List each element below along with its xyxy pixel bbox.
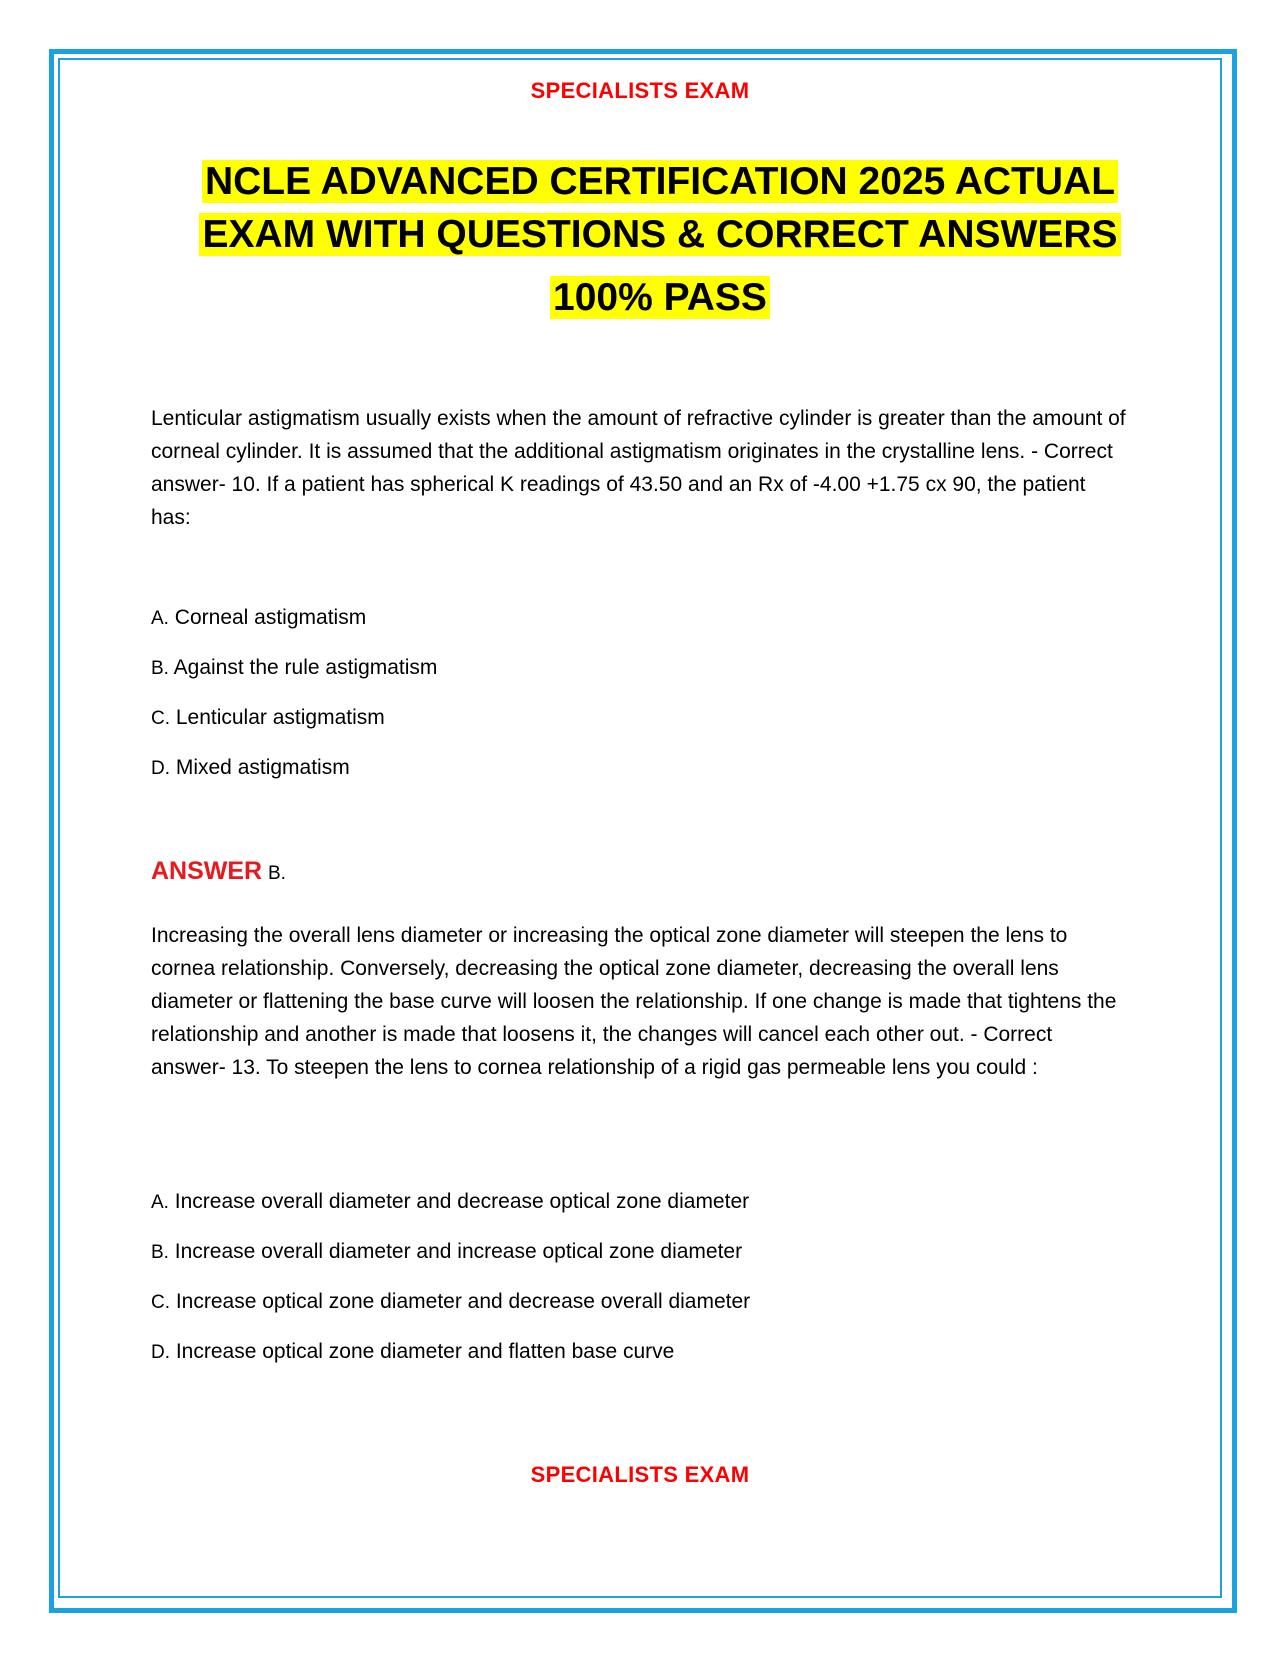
option-text: Increase optical zone diameter and decrease overall diameter [175, 1290, 751, 1313]
header-brand: SPECIALISTS EXAM [530, 78, 750, 103]
option-letter: A. [151, 1192, 169, 1213]
question-2-text: Increasing the overall lens diameter or increasing the optical zone diameter will steepen the lens to cornea relationship. Conversely, decreasing the optical zone diameter, decreasing the overall lens diameter or flattening the base curve will loosen the relationship. If one change is made that tightens the relationship and another is made that loosens it, the changes will cancel each other out. - Correct answer- 13. To steepen the lens to cornea relationship of a rigid gas permeable lens you could : [151, 924, 1117, 1079]
answer-line [151, 857, 286, 886]
question-1 [151, 402, 1131, 534]
option-item [151, 603, 437, 653]
option-letter: D. [151, 1342, 170, 1363]
option-text: Increase optical zone diameter and flatten base curve [175, 1340, 675, 1363]
option-text: Lenticular astigmatism [175, 706, 385, 729]
option-item [151, 1237, 750, 1287]
option-text: Against the rule astigmatism [173, 656, 438, 679]
option-letter: C. [151, 708, 170, 729]
option-text: Mixed astigmatism [175, 756, 350, 779]
option-text: Increase overall diameter and increase optical zone diameter [174, 1240, 743, 1263]
option-letter: B. [151, 1242, 169, 1263]
title-line-2: EXAM WITH QUESTIONS & CORRECT ANSWERS [199, 213, 1120, 256]
answer-value: B. [267, 863, 286, 884]
title-line-1: NCLE ADVANCED CERTIFICATION 2025 ACTUAL [202, 160, 1118, 203]
question-2 [151, 919, 1131, 1084]
option-letter: D. [151, 758, 170, 779]
question-2-options [151, 1187, 750, 1387]
option-item [151, 753, 437, 803]
option-item [151, 1187, 750, 1237]
option-item [151, 1287, 750, 1337]
option-letter: B. [151, 658, 169, 679]
question-1-options [151, 603, 437, 803]
answer-label: ANSWER [151, 857, 263, 885]
option-item [151, 703, 437, 753]
option-letter: C. [151, 1292, 170, 1313]
question-1-text: Lenticular astigmatism usually exists when the amount of refractive cylinder is greater than the amount of corneal cylinder. It is assumed that the additional astigmatism originates in the crystalline lens. - Correct answer- 10. If a patient has spherical K readings of 43.50 and an Rx of -4.00 +1.75 cx 90, the patient has: [151, 407, 1126, 529]
option-letter: A. [151, 608, 169, 629]
document-title [140, 155, 1180, 324]
option-text: Corneal astigmatism [174, 606, 367, 629]
option-item [151, 1337, 750, 1387]
option-text: Increase overall diameter and decrease optical zone diameter [174, 1190, 750, 1213]
footer-brand: SPECIALISTS EXAM [530, 1462, 750, 1487]
option-item [151, 653, 437, 703]
title-line-3: 100% PASS [550, 276, 770, 319]
